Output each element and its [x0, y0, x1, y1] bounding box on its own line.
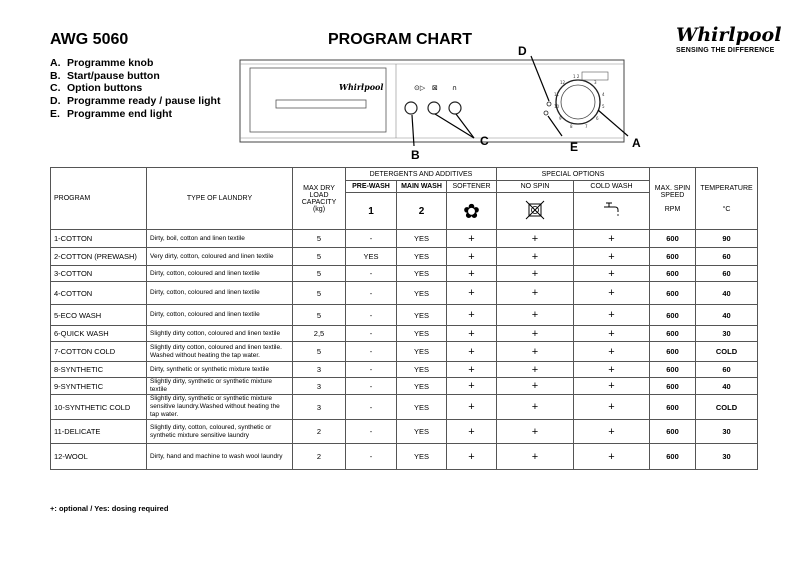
softener-value-cell: +: [447, 342, 497, 362]
nospin-value-cell: +: [497, 326, 574, 342]
mainwash-cell: YES: [397, 444, 447, 470]
label-c: C: [480, 134, 489, 148]
label-d: D: [518, 44, 527, 58]
prewash-cell: -: [346, 420, 397, 444]
spin-speed-cell: 600: [650, 444, 696, 470]
legend-key: C.: [50, 82, 61, 95]
col-prewash: PRE-WASH: [346, 181, 397, 193]
col-special: SPECIAL OPTIONS: [497, 168, 650, 181]
coldwash-value-cell: +: [574, 342, 650, 362]
temperature-cell: 60: [696, 248, 758, 266]
table-row: [51, 362, 758, 378]
mainwash-cell: YES: [397, 230, 447, 248]
softener-cell: [447, 193, 497, 230]
mainwash-cell: YES: [397, 342, 447, 362]
prewash-cell: -: [346, 342, 397, 362]
mainwash-cell: YES: [397, 282, 447, 305]
program-cell: 8-SYNTHETIC: [51, 362, 147, 378]
laundry-type-cell: Slightly dirty, synthetic or synthetic mixture textile: [147, 378, 293, 395]
laundry-type-cell: Slightly dirty cotton, coloured and linen textile: [147, 326, 293, 342]
svg-text:7: 7: [585, 124, 588, 129]
temperature-label: TEMPERATURE: [700, 184, 753, 192]
laundry-type-cell: Dirty, cotton, coloured and linen textile: [147, 305, 293, 326]
laundry-type-cell: Very dirty, cotton, coloured and linen textile: [147, 248, 293, 266]
softener-value-cell: +: [447, 362, 497, 378]
table-row: [51, 305, 758, 326]
legend-item: [50, 70, 220, 83]
mainwash-cell: YES: [397, 248, 447, 266]
temperature-cell: 40: [696, 282, 758, 305]
softener-value-cell: +: [447, 378, 497, 395]
spin-speed-cell: 600: [650, 305, 696, 326]
label-a: A: [632, 136, 641, 150]
temperature-cell: 30: [696, 326, 758, 342]
label-e: E: [570, 140, 579, 154]
laundry-type-cell: Dirty, hand and machine to wash wool laundry: [147, 444, 293, 470]
start-pause-button: [405, 102, 417, 114]
program-cell: 4-COTTON: [51, 282, 147, 305]
svg-text:11: 11: [554, 92, 560, 97]
table-row: [51, 248, 758, 266]
spin-speed-cell: 600: [650, 248, 696, 266]
control-panel-diagram: [236, 40, 646, 165]
col-nospin: NO SPIN: [497, 181, 574, 193]
nospin-value-cell: +: [497, 395, 574, 420]
coldwash-value-cell: +: [574, 444, 650, 470]
celsius-label: °C: [722, 205, 731, 213]
coldwash-value-cell: +: [574, 230, 650, 248]
mainwash-cell: YES: [397, 362, 447, 378]
program-cell: 1-COTTON: [51, 230, 147, 248]
temperature-cell: 60: [696, 266, 758, 282]
softener-value-cell: +: [447, 395, 497, 420]
nospin-cell: [497, 193, 574, 230]
legend-text: Programme ready / pause light: [67, 95, 221, 108]
legend-key: D.: [50, 95, 61, 108]
panel-drawing: [236, 40, 646, 160]
programme-ready-light: [547, 102, 551, 106]
temperature-cell: 60: [696, 362, 758, 378]
programme-end-light: [544, 111, 548, 115]
program-cell: 7-COTTON COLD: [51, 342, 147, 362]
col-softener: SOFTENER: [447, 181, 497, 193]
spin-speed-cell: 600: [650, 362, 696, 378]
laundry-type-cell: Dirty, boil, cotton and linen textile: [147, 230, 293, 248]
laundry-type-cell: Slightly dirty, synthetic or synthetic mixture sensitive laundry.Washed without heating the tap water.: [147, 395, 293, 420]
coldwash-cell: [574, 193, 650, 230]
coldwash-value-cell: +: [574, 395, 650, 420]
svg-text:5: 5: [602, 104, 605, 109]
capacity-cell: 5: [293, 342, 346, 362]
temperature-cell: 90: [696, 230, 758, 248]
spin-speed-cell: 600: [650, 395, 696, 420]
nospin-value-cell: +: [497, 248, 574, 266]
coldwash-value-cell: +: [574, 282, 650, 305]
svg-text:1 2: 1 2: [573, 74, 580, 79]
col-mainwash: MAIN WASH: [397, 181, 447, 193]
tap-icon: ∩: [452, 84, 458, 92]
capacity-cell: 2: [293, 444, 346, 470]
svg-text:3: 3: [594, 80, 597, 85]
svg-text:4: 4: [602, 92, 605, 97]
nospin-value-cell: +: [497, 420, 574, 444]
laundry-type-cell: Slightly dirty, cotton, coloured, synthetic or synthetic mixture sensitive laundry: [147, 420, 293, 444]
prewash-cell: -: [346, 395, 397, 420]
legend-text: Programme knob: [67, 57, 154, 69]
table-row: [51, 444, 758, 470]
model-name: AWG 5060: [50, 31, 129, 48]
mainwash-cell: YES: [397, 378, 447, 395]
temperature-cell: 40: [696, 305, 758, 326]
brand-name: Whirlpool: [676, 24, 782, 46]
softener-flower-icon: ✿: [463, 200, 480, 223]
legend-text: Start/pause button: [67, 69, 160, 82]
mainwash-cell: YES: [397, 420, 447, 444]
legend-key: E.: [50, 107, 60, 120]
col-detergents: DETERGENTS AND ADDITIVES: [346, 168, 497, 181]
prewash-cell: -: [346, 266, 397, 282]
softener-value-cell: +: [447, 230, 497, 248]
legend-item: [50, 82, 220, 95]
nospin-value-cell: +: [497, 444, 574, 470]
prewash-cell: -: [346, 362, 397, 378]
program-chart-table: [50, 167, 758, 470]
legend-text: Programme end light: [67, 107, 173, 120]
coldwash-value-cell: +: [574, 420, 650, 444]
label-b: B: [411, 148, 420, 162]
softener-value-cell: +: [447, 266, 497, 282]
program-cell: 2-COTTON (PREWASH): [51, 248, 147, 266]
svg-text:9: 9: [559, 116, 562, 121]
program-cell: 12-WOOL: [51, 444, 147, 470]
spin-speed-cell: 600: [650, 326, 696, 342]
program-cell: 6-QUICK WASH: [51, 326, 147, 342]
svg-text:10: 10: [554, 104, 560, 109]
coldwash-value-cell: +: [574, 248, 650, 266]
laundry-type-cell: Dirty, synthetic or synthetic mixture textile: [147, 362, 293, 378]
capacity-cell: 3: [293, 395, 346, 420]
softener-value-cell: +: [447, 420, 497, 444]
nospin-value-cell: +: [497, 282, 574, 305]
temperature-cell: 30: [696, 420, 758, 444]
program-cell: 3-COTTON: [51, 266, 147, 282]
mainwash-cell: YES: [397, 326, 447, 342]
prewash-cell: -: [346, 282, 397, 305]
prewash-cell: -: [346, 326, 397, 342]
capacity-cell: 5: [293, 266, 346, 282]
program-cell: 5-ECO WASH: [51, 305, 147, 326]
mainwash-cell: YES: [397, 305, 447, 326]
coldwash-value-cell: +: [574, 378, 650, 395]
svg-text:6: 6: [596, 116, 599, 121]
nospin-value-cell: +: [497, 230, 574, 248]
col-type: TYPE OF LAUNDRY: [147, 168, 293, 230]
legend-item: [50, 57, 220, 70]
coldwash-value-cell: +: [574, 266, 650, 282]
legend-key: B.: [50, 69, 61, 82]
temperature-cell: COLD: [696, 342, 758, 362]
table-row: [51, 420, 758, 444]
nospin-value-cell: +: [497, 305, 574, 326]
nospin-value-cell: +: [497, 342, 574, 362]
col-temperature: [696, 168, 758, 230]
spin-speed-cell: 600: [650, 282, 696, 305]
spin-speed-cell: 600: [650, 378, 696, 395]
softener-value-cell: +: [447, 444, 497, 470]
laundry-type-cell: Dirty, cotton, coloured and linen textile: [147, 282, 293, 305]
prewash-cell: -: [346, 378, 397, 395]
legend-text: Option buttons: [67, 82, 143, 95]
table-row: [51, 378, 758, 395]
table-row: [51, 395, 758, 420]
mainwash-compartment: 2: [397, 193, 447, 230]
capacity-cell: 5: [293, 282, 346, 305]
table-row: [51, 342, 758, 362]
footnote: +: optional / Yes: dosing required: [50, 504, 169, 513]
capacity-cell: 5: [293, 305, 346, 326]
prewash-cell: YES: [346, 248, 397, 266]
spin-speed-cell: 600: [650, 342, 696, 362]
col-coldwash: COLD WASH: [574, 181, 650, 193]
table-row: [51, 282, 758, 305]
option-button-1: [428, 102, 440, 114]
capacity-cell: 5: [293, 230, 346, 248]
legend: [50, 57, 220, 121]
nospin-value-cell: +: [497, 266, 574, 282]
capacity-cell: 3: [293, 378, 346, 395]
tap-icon: [601, 201, 623, 219]
rpm-label: RPM: [664, 205, 681, 213]
softener-value-cell: +: [447, 305, 497, 326]
temperature-cell: COLD: [696, 395, 758, 420]
spin-speed-cell: 600: [650, 420, 696, 444]
page-title: PROGRAM CHART: [328, 31, 472, 48]
coldwash-value-cell: +: [574, 305, 650, 326]
mainwash-cell: YES: [397, 266, 447, 282]
nospin-value-cell: +: [497, 378, 574, 395]
capacity-cell: 2: [293, 420, 346, 444]
prewash-compartment: 1: [346, 193, 397, 230]
col-spin: [650, 168, 696, 230]
program-cell: 11-DELICATE: [51, 420, 147, 444]
laundry-type-cell: Slightly dirty cotton, coloured and linen textile. Washed without heating the tap water.: [147, 342, 293, 362]
spin-icon: ⊠: [432, 84, 438, 92]
spin-speed-cell: 600: [650, 266, 696, 282]
temperature-cell: 40: [696, 378, 758, 395]
legend-item: [50, 108, 220, 121]
programme-knob: [556, 80, 600, 124]
brand-tagline: SENSING THE DIFFERENCE: [676, 47, 775, 54]
temperature-cell: 30: [696, 444, 758, 470]
svg-text:8: 8: [570, 124, 573, 129]
program-cell: 10-SYNTHETIC COLD: [51, 395, 147, 420]
table-row: [51, 326, 758, 342]
spin-label: MAX. SPIN SPEED: [654, 184, 691, 199]
option-button-2: [449, 102, 461, 114]
brand-logo: [676, 24, 786, 54]
prewash-cell: -: [346, 230, 397, 248]
mainwash-cell: YES: [397, 395, 447, 420]
softener-value-cell: +: [447, 248, 497, 266]
prewash-cell: -: [346, 305, 397, 326]
program-cell: 9-SYNTHETIC: [51, 378, 147, 395]
capacity-cell: 5: [293, 248, 346, 266]
start-icon: ⊙▷: [414, 84, 426, 92]
col-program: PROGRAM: [51, 168, 147, 230]
legend-item: [50, 95, 220, 108]
panel-brand-label: Whirlpool: [339, 82, 384, 92]
prewash-cell: -: [346, 444, 397, 470]
nospin-value-cell: +: [497, 362, 574, 378]
table-row: [51, 230, 758, 248]
softener-value-cell: +: [447, 326, 497, 342]
col-capacity: MAX DRY LOAD CAPACITY (kg): [293, 168, 346, 230]
softener-value-cell: +: [447, 282, 497, 305]
laundry-type-cell: Dirty, cotton, coloured and linen textile: [147, 266, 293, 282]
capacity-cell: 3: [293, 362, 346, 378]
svg-text:12: 12: [560, 80, 566, 85]
coldwash-value-cell: +: [574, 362, 650, 378]
spin-speed-cell: 600: [650, 230, 696, 248]
coldwash-value-cell: +: [574, 326, 650, 342]
legend-key: A.: [50, 57, 61, 69]
capacity-cell: 2,5: [293, 326, 346, 342]
table-row: [51, 266, 758, 282]
no-spin-icon: [525, 200, 545, 220]
